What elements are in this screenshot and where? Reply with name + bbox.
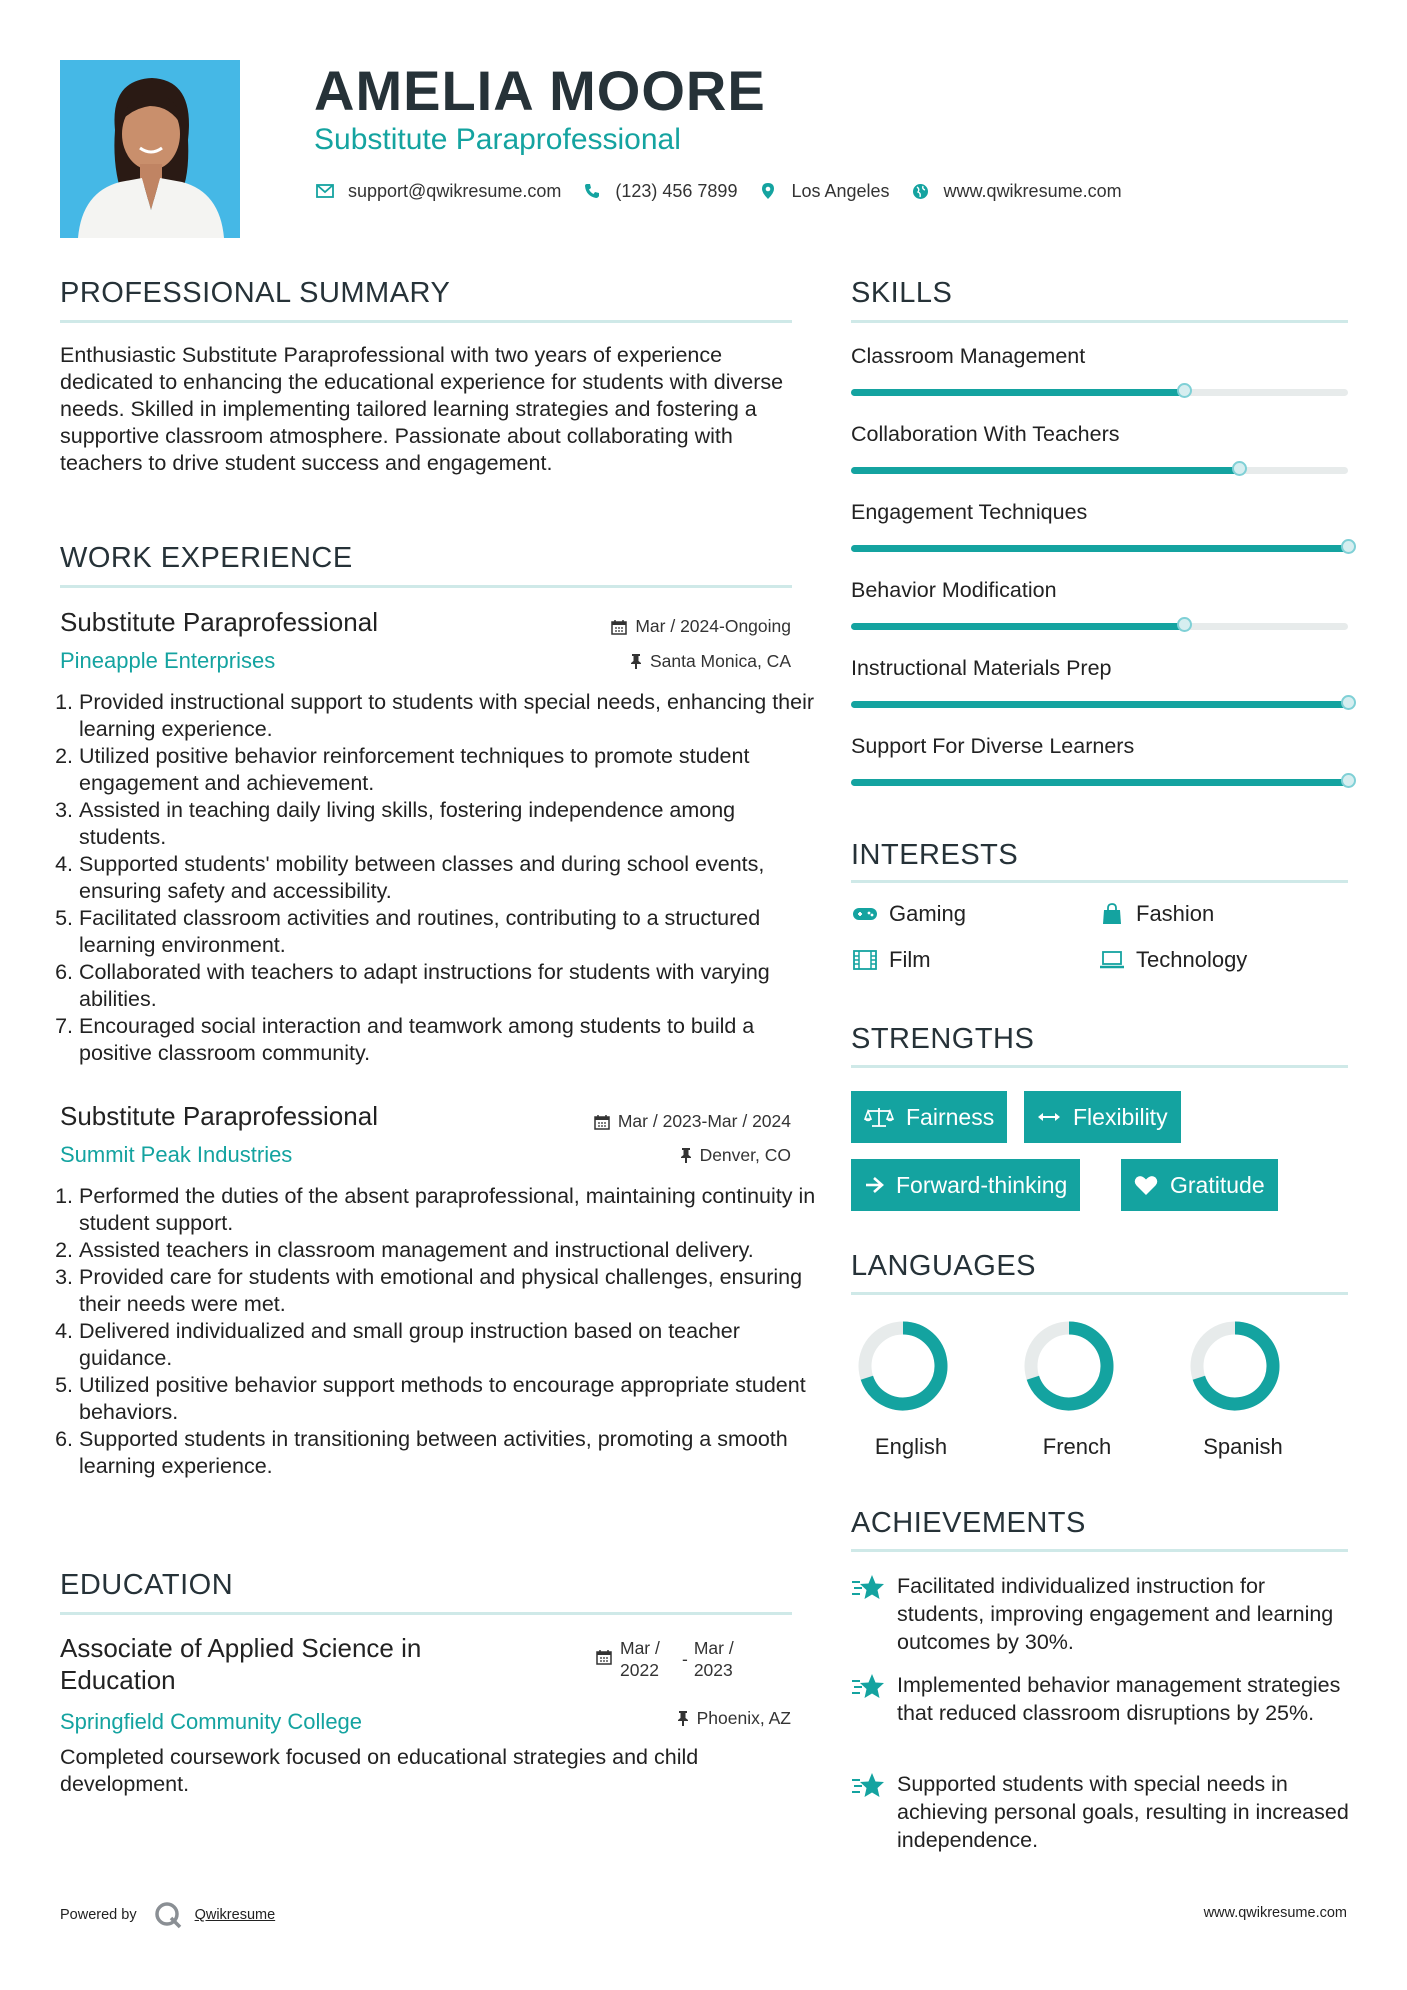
- skill-label: Support For Diverse Learners: [851, 734, 1135, 758]
- skill-bar-knob: [1341, 539, 1356, 554]
- education-degree: Associate of Applied Science in Education: [60, 1633, 422, 1695]
- profile-photo: [60, 60, 240, 238]
- strength-label: Forward-thinking: [896, 1171, 1068, 1198]
- language-ring-french: [1021, 1318, 1117, 1414]
- education-title: EDUCATION: [60, 1569, 234, 1601]
- education-start: Mar / 2022: [620, 1638, 660, 1680]
- achievement-item: [851, 1572, 1351, 1656]
- film-icon: [851, 950, 879, 970]
- interest-label: Fashion: [1136, 901, 1215, 926]
- education-location: [677, 1708, 791, 1729]
- pin-icon: [677, 1710, 689, 1727]
- summary-divider: [60, 320, 792, 323]
- skill-bar-fill: [851, 779, 1348, 786]
- language-label: French: [1042, 1434, 1112, 1459]
- languages-divider: [851, 1292, 1348, 1295]
- education-end: Mar / 2023: [693, 1638, 734, 1680]
- strengths-title: STRENGTHS: [851, 1023, 1035, 1055]
- contact-phone[interactable]: (123) 456 7899: [615, 180, 738, 201]
- education-location-text: Phoenix, AZ: [696, 1708, 791, 1728]
- footer-brand-link[interactable]: Qwikresume: [194, 1907, 276, 1923]
- achievement-item: [851, 1671, 1351, 1727]
- interest-fashion: [1098, 901, 1214, 927]
- list-item: 5. Utilized positive behavior support methods to encourage appropriate student behaviors.: [79, 1372, 819, 1426]
- skill-bar: [851, 623, 1348, 630]
- strength-label: Flexibility: [1073, 1103, 1168, 1130]
- list-item: 6. Supported students in transitioning between activities, promoting a smooth learning experience.: [79, 1426, 819, 1480]
- achievements-title: ACHIEVEMENTS: [851, 1507, 1086, 1539]
- skill-bar-knob: [1341, 773, 1356, 788]
- achievement-text: Facilitated individualized instruction for students, improving engagement and learning outcomes by 30%.: [897, 1574, 1334, 1654]
- job-1-location-text: Santa Monica, CA: [649, 651, 791, 671]
- date-separator: -: [682, 1649, 688, 1669]
- job-1-bullets: [60, 689, 819, 1067]
- skill-bar-fill: [851, 545, 1348, 552]
- job-1-location: [630, 651, 791, 672]
- interests-divider: [851, 880, 1348, 883]
- achievement-item: [851, 1770, 1351, 1854]
- skill-bar: [851, 779, 1348, 786]
- skill-bar-knob: [1341, 695, 1356, 710]
- skill-bar-knob: [1177, 617, 1192, 632]
- language-ring-english: [855, 1318, 951, 1414]
- strength-badge-gratitude: [1121, 1159, 1278, 1211]
- globe-icon: [910, 180, 932, 202]
- skills-divider: [851, 320, 1348, 323]
- achievement-text: Implemented behavior management strategies that reduced classroom disruptions by 25%.: [897, 1673, 1341, 1725]
- skill-bar-knob: [1177, 383, 1192, 398]
- skill-bar: [851, 701, 1348, 708]
- skill-bar: [851, 545, 1348, 552]
- education-dates: [596, 1637, 750, 1681]
- job-2-bullets: [60, 1183, 819, 1480]
- job-1-company: Pineapple Enterprises: [60, 648, 276, 673]
- candidate-name: AMELIA MOORE: [314, 59, 766, 122]
- achievements-divider: [851, 1549, 1348, 1552]
- job-2-date: [594, 1111, 791, 1132]
- skill-bar-fill: [851, 701, 1348, 708]
- strength-badge-fairness: [851, 1091, 1007, 1143]
- education-description: Completed coursework focused on educational strategies and child development.: [60, 1745, 699, 1796]
- interest-label: Film: [889, 947, 931, 972]
- interest-technology: [1098, 947, 1247, 973]
- interest-label: Gaming: [889, 901, 967, 926]
- laptop-icon: [1098, 951, 1126, 969]
- heart-icon: [1134, 1175, 1158, 1196]
- skill-bar-fill: [851, 389, 1184, 396]
- calendar-icon: [596, 1649, 612, 1665]
- job-2-location-text: Denver, CO: [699, 1145, 791, 1165]
- contact-location: Los Angeles: [791, 180, 890, 201]
- summary-title: PROFESSIONAL SUMMARY: [60, 277, 451, 309]
- list-item: 4. Supported students' mobility between classes and during school events, ensuring safety and accessibility.: [79, 851, 819, 905]
- strength-badge-forward-thinking: [851, 1159, 1080, 1211]
- contact-website[interactable]: www.qwikresume.com: [943, 180, 1122, 201]
- calendar-icon: [594, 1114, 610, 1130]
- email-icon: [314, 180, 336, 202]
- job-1-role: Substitute Paraprofessional: [60, 607, 378, 637]
- language-label: English: [874, 1434, 948, 1459]
- pin-icon: [680, 1147, 692, 1164]
- experience-divider: [60, 585, 792, 588]
- skill-label: Engagement Techniques: [851, 500, 1088, 524]
- list-item: 1. Performed the duties of the absent paraprofessional, maintaining continuity in student support.: [79, 1183, 819, 1237]
- gamepad-icon: [851, 906, 879, 922]
- pin-icon: [630, 653, 642, 670]
- shopping-bag-icon: [1098, 903, 1126, 925]
- list-item: 2. Utilized positive behavior reinforcement techniques to promote student engagement and achievement.: [79, 743, 819, 797]
- skill-label: Behavior Modification: [851, 578, 1057, 602]
- skill-label: Collaboration With Teachers: [851, 422, 1120, 446]
- list-item: 4. Delivered individualized and small group instruction based on teacher guidance.: [79, 1318, 819, 1372]
- strength-label: Fairness: [906, 1103, 995, 1130]
- skills-title: SKILLS: [851, 277, 953, 309]
- skill-label: Instructional Materials Prep: [851, 656, 1112, 680]
- job-2-company: Summit Peak Industries: [60, 1142, 293, 1167]
- strength-label: Gratitude: [1170, 1171, 1265, 1198]
- arrow-right-icon: [864, 1176, 884, 1194]
- skill-bar-fill: [851, 467, 1239, 474]
- list-item: 3. Assisted in teaching daily living skills, fostering independence among students.: [79, 797, 819, 851]
- interests-title: INTERESTS: [851, 839, 1019, 871]
- skill-label: Classroom Management: [851, 344, 1086, 368]
- phone-icon: [581, 180, 603, 202]
- skill-bar-fill: [851, 623, 1184, 630]
- arrows-horizontal-icon: [1037, 1111, 1061, 1123]
- calendar-icon: [611, 619, 627, 635]
- list-item: 1. Provided instructional support to students with special needs, enhancing their learning experience.: [79, 689, 819, 743]
- job-2-location: [680, 1145, 791, 1166]
- interest-gaming: [851, 901, 966, 927]
- footer-powered-by: Powered by: [60, 1907, 137, 1923]
- interest-film: [851, 947, 931, 973]
- job-1-date-text: Mar / 2024-Ongoing: [635, 616, 791, 636]
- language-ring-spanish: [1187, 1318, 1283, 1414]
- languages-title: LANGUAGES: [851, 1250, 1036, 1282]
- job-2-role: Substitute Paraprofessional: [60, 1101, 378, 1131]
- skill-bar: [851, 467, 1348, 474]
- qwikresume-logo-icon: [153, 1900, 183, 1930]
- contact-email[interactable]: support@qwikresume.com: [348, 180, 562, 201]
- job-2-date-text: Mar / 2023-Mar / 2024: [617, 1111, 791, 1131]
- summary-text: Enthusiastic Substitute Paraprofessional with two years of experience dedicated to enhancing the educational experience for students with diverse needs. Skilled in implementing tailored learning strategies and fostering a supportive classroom atmosphere. Passionate about collaborating with teachers to drive student success and engagement.: [60, 343, 784, 475]
- job-1-date: [611, 616, 791, 637]
- star-icon: [851, 1574, 887, 1656]
- contact-row: [314, 180, 1142, 202]
- strength-badge-flexibility: [1024, 1091, 1181, 1143]
- star-icon: [851, 1673, 887, 1727]
- strengths-divider: [851, 1065, 1348, 1068]
- list-item: 3. Provided care for students with emotional and physical challenges, ensuring their needs were met.: [79, 1264, 819, 1318]
- footer-brand: [60, 1900, 275, 1930]
- education-school: Springfield Community College: [60, 1709, 363, 1734]
- map-pin-icon: [757, 180, 779, 202]
- skill-bar: [851, 389, 1348, 396]
- list-item: 6. Collaborated with teachers to adapt instructions for students with varying abilities.: [79, 959, 819, 1013]
- balance-scale-icon: [864, 1106, 894, 1128]
- footer-website[interactable]: www.qwikresume.com: [1203, 1905, 1347, 1921]
- education-divider: [60, 1612, 792, 1615]
- language-label: Spanish: [1203, 1434, 1283, 1459]
- achievement-text: Supported students with special needs in achieving personal goals, resulting in increased independence.: [897, 1772, 1349, 1852]
- candidate-title: Substitute Paraprofessional: [314, 123, 681, 156]
- list-item: 5. Facilitated classroom activities and routines, contributing to a structured learning environment.: [79, 905, 819, 959]
- interest-label: Technology: [1136, 947, 1248, 972]
- skill-bar-knob: [1232, 461, 1247, 476]
- list-item: 2. Assisted teachers in classroom management and instructional delivery.: [79, 1237, 819, 1264]
- experience-title: WORK EXPERIENCE: [60, 542, 353, 574]
- list-item: 7. Encouraged social interaction and teamwork among students to build a positive classroom community.: [79, 1013, 819, 1067]
- star-icon: [851, 1772, 887, 1854]
